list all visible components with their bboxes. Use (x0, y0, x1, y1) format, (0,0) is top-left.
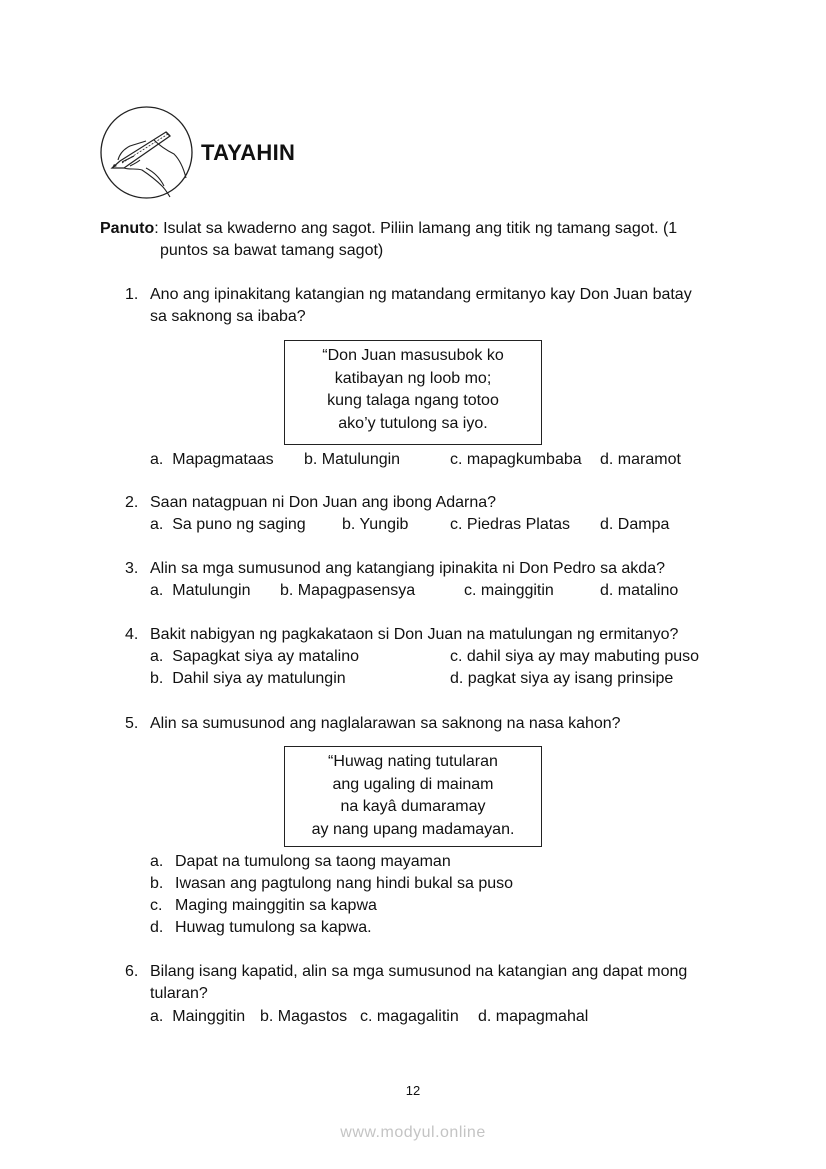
question-number: 3. (125, 560, 139, 577)
choice-c: c. mainggitin (464, 582, 554, 599)
choice-c: Maging mainggitin sa kapwa (175, 897, 377, 914)
choice-a: a. Mapagmataas (150, 451, 274, 468)
question-text: Saan natagpuan ni Don Juan ang ibong Adarna? (150, 494, 497, 511)
instructions-label: Panuto (100, 220, 155, 237)
page-number: 12 (405, 1083, 421, 1098)
stanza-line: ay nang upang madamayan. (311, 820, 515, 838)
choice-d: d. pagkat siya ay isang prinsipe (450, 670, 674, 687)
stanza-box (284, 340, 542, 445)
instructions-line-1 (100, 218, 677, 240)
choice-c: c. dahil siya ay may mabuting puso (450, 648, 700, 665)
instructions-text-2: puntos sa bawat tamang sagot) (160, 242, 384, 259)
choice-b: b. Dahil siya ay matulungin (150, 670, 346, 687)
watermark: www.modyul.online (340, 1124, 486, 1141)
choice-letter: b. (150, 875, 164, 892)
question-number: 6. (125, 963, 139, 980)
question-text-cont: tularan? (150, 985, 208, 1002)
choice-a: Dapat na tumulong sa taong mayaman (175, 853, 451, 870)
stanza-line: ang ugaling di mainam (332, 775, 494, 793)
choice-letter: a. (150, 853, 164, 870)
choice-d: d. Dampa (600, 516, 670, 533)
choice-a: a. Sapagkat siya ay matalino (150, 648, 360, 665)
question-number: 4. (125, 626, 139, 643)
question-text: Bakit nabigyan ng pagkakataon si Don Juan na matulungan ng ermitanyo? (150, 626, 679, 643)
question-number: 1. (125, 286, 139, 303)
choice-b: Iwasan ang pagtulong nang hindi bukal sa puso (175, 875, 514, 892)
instructions-text-1: : Isulat sa kwaderno ang sagot. Piliin lamang ang titik ng tamang sagot. (1 (154, 220, 678, 237)
question-number: 2. (125, 494, 139, 511)
choice-b: b. Mapagpasensya (280, 582, 416, 599)
choice-c: c. Piedras Platas (450, 516, 571, 533)
choice-d: Huwag tumulong sa kapwa. (175, 919, 372, 936)
choice-d: d. maramot (600, 451, 681, 468)
choice-letter: c. (150, 897, 163, 914)
question-text-cont: sa saknong sa ibaba? (150, 308, 306, 325)
choice-b: b. Matulungin (304, 451, 401, 468)
choice-d: d. matalino (600, 582, 679, 599)
stanza-line: “Don Juan masusubok ko (322, 347, 504, 364)
question-text: Ano ang ipinakitang katangian ng matandang ermitanyo kay Don Juan batay (150, 286, 692, 303)
stanza-box (284, 746, 542, 847)
stanza-line: “Huwag nating tutularan (328, 753, 498, 770)
choice-c: c. magagalitin (360, 1008, 459, 1025)
choice-letter: d. (150, 919, 164, 936)
stanza-line: ako’y tutulong sa iyo. (338, 414, 488, 432)
question-number: 5. (125, 715, 139, 732)
choice-a: a. Sa puno ng saging (150, 516, 306, 533)
choice-c: c. mapagkumbaba (450, 451, 582, 468)
section-title: TAYAHIN (201, 140, 296, 165)
stanza-line: kung talaga ngang totoo (327, 392, 499, 409)
choice-a: a. Matulungin (150, 582, 251, 599)
hand-writing-pencil-icon (100, 106, 193, 199)
question-text: Alin sa sumusunod ang naglalarawan sa saknong na nasa kahon? (150, 715, 621, 732)
choice-a: a. Mainggitin (150, 1008, 246, 1025)
question-text: Alin sa mga sumusunod ang katangiang ipinakita ni Don Pedro sa akda? (150, 560, 665, 577)
choice-b: b. Yungib (342, 516, 409, 533)
choice-b: b. Magastos (260, 1008, 348, 1025)
stanza-line: na kayâ dumaramay (340, 798, 486, 815)
choice-d: d. mapagmahal (478, 1008, 589, 1025)
stanza-line: katibayan ng loob mo; (334, 369, 492, 387)
question-text: Bilang isang kapatid, alin sa mga sumusunod na katangian ang dapat mong (150, 963, 688, 980)
